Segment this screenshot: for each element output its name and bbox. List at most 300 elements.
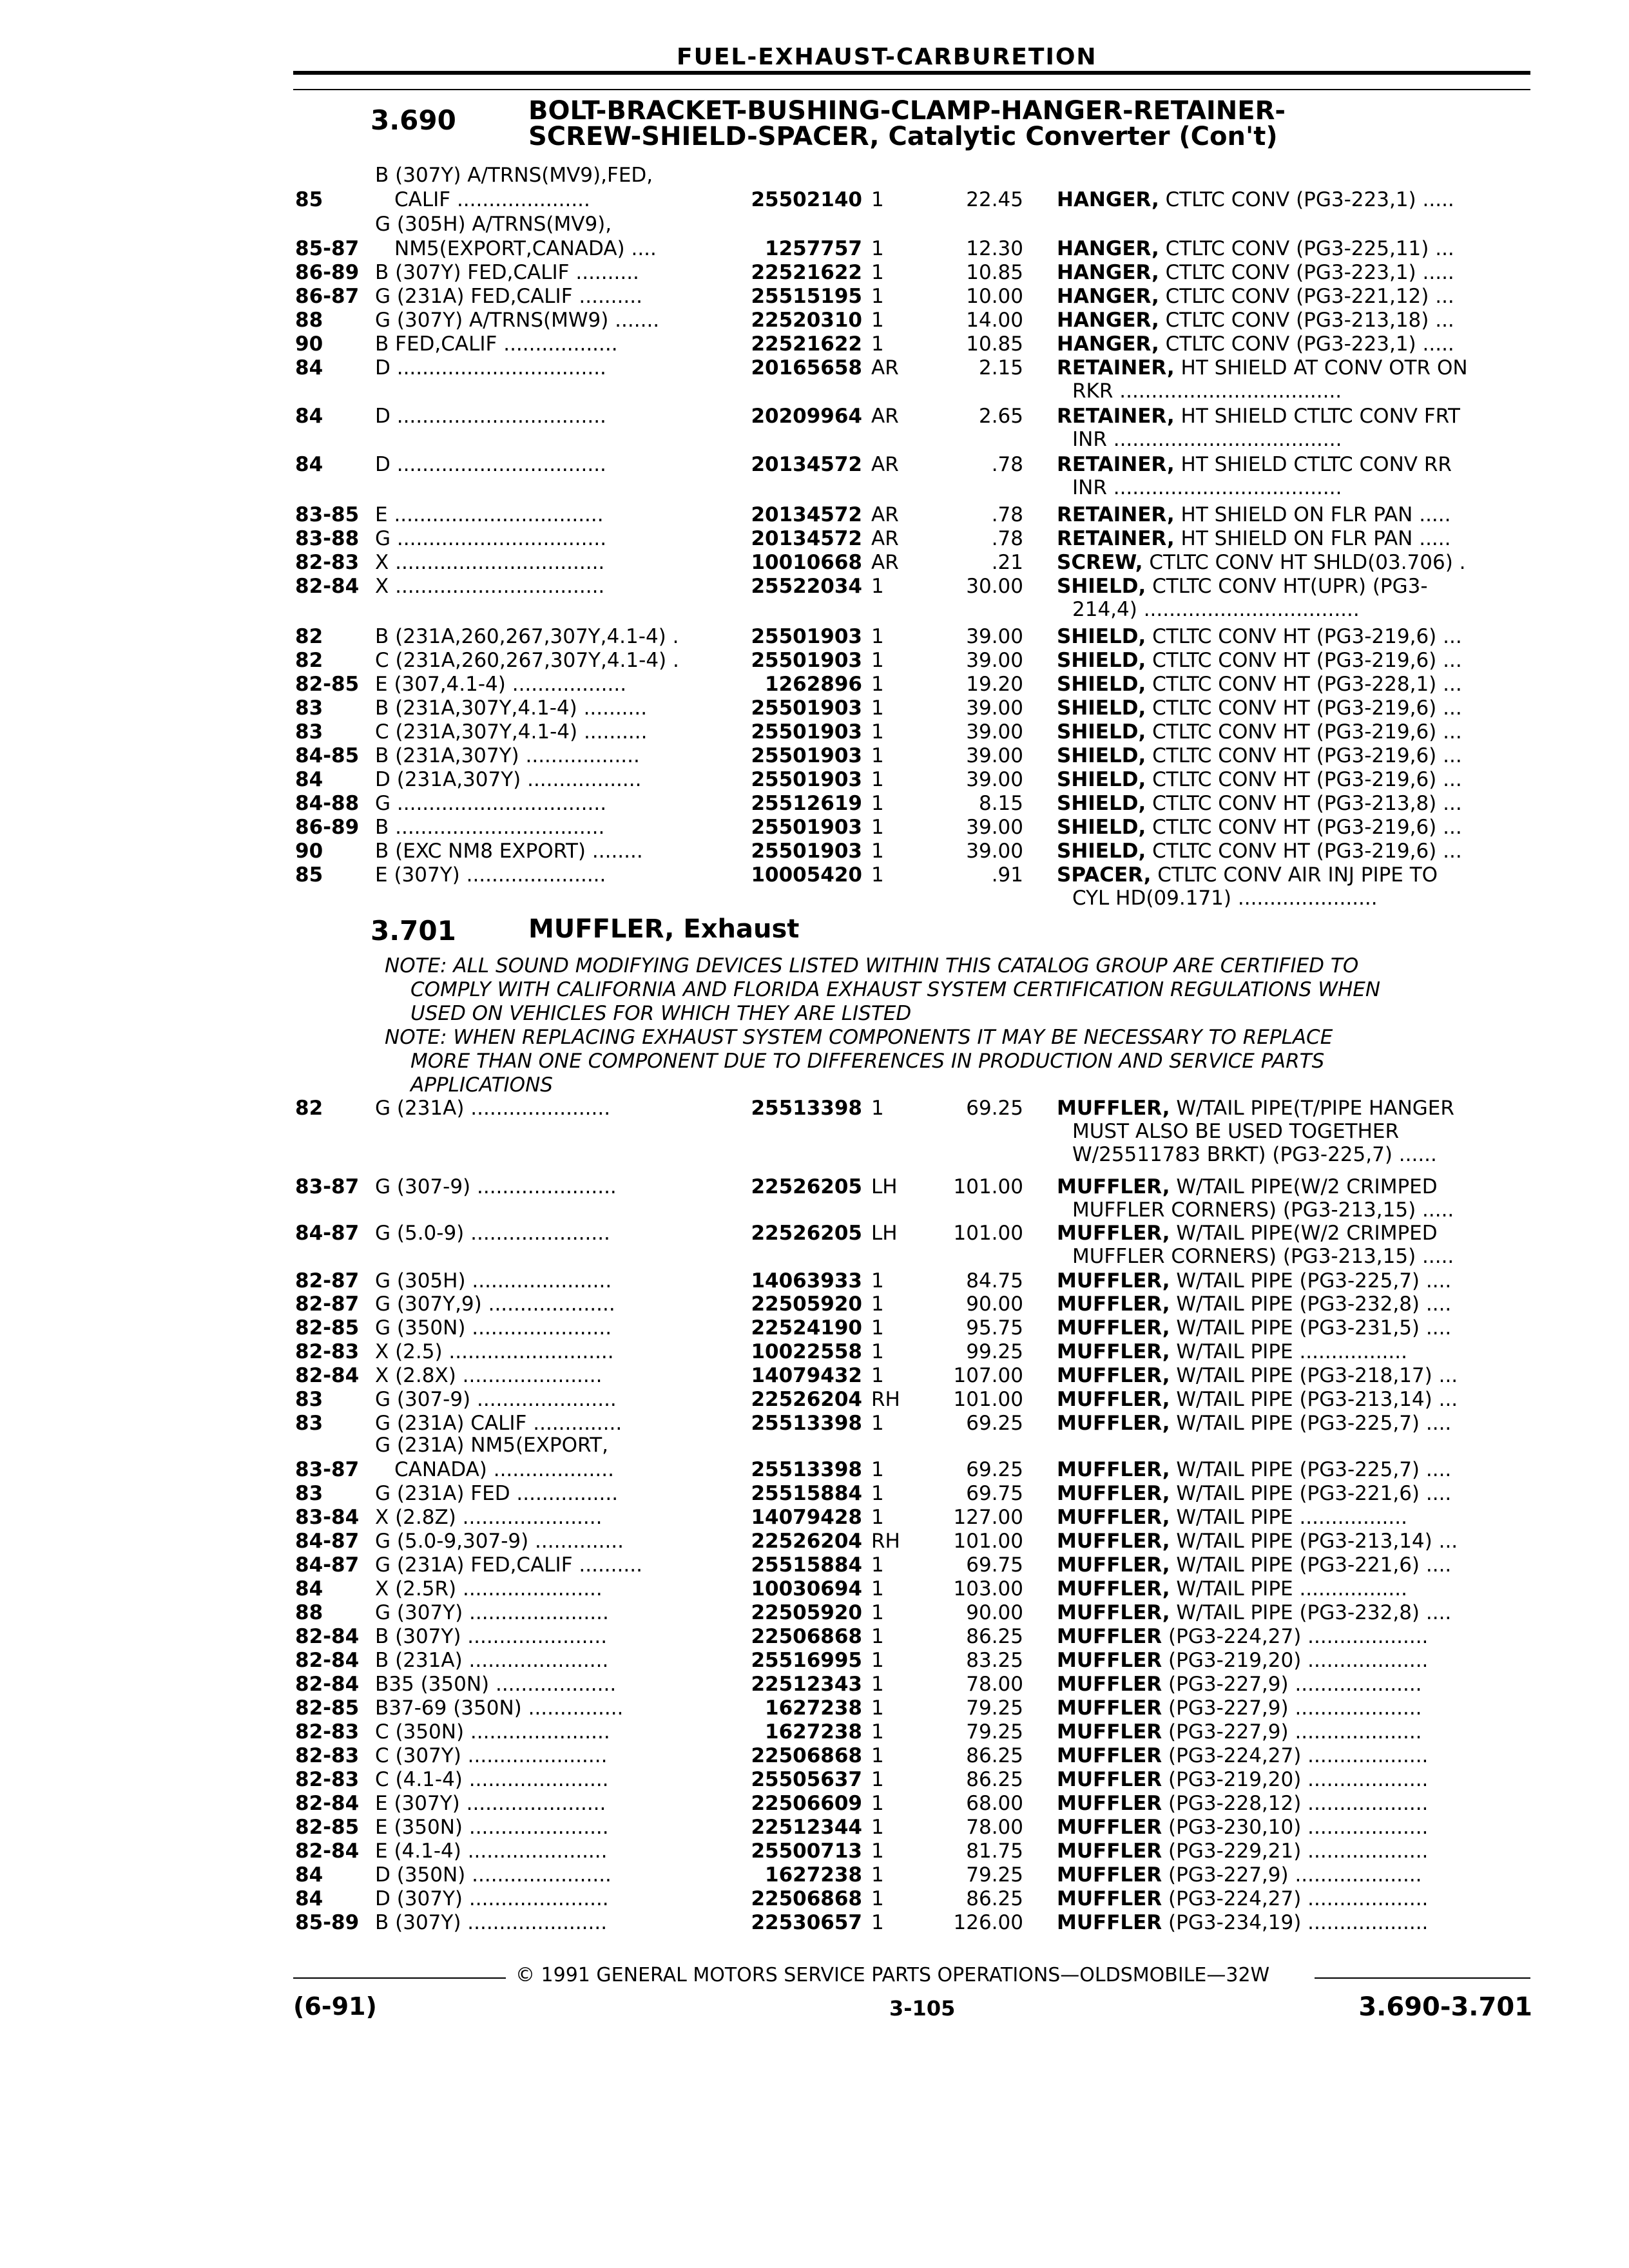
price: 10.85 <box>966 261 1023 284</box>
parts-row <box>0 527 1629 550</box>
part-name-keyword: MUFFLER <box>1057 1673 1162 1696</box>
part-name-detail: CTLTC CONV HT (PG3-219,6) ... <box>1146 768 1462 791</box>
part-name-detail: (PG3-219,20) ................... <box>1162 1649 1429 1672</box>
parts-row <box>0 285 1629 308</box>
model-years: 82-83 <box>295 1744 360 1767</box>
part-name-detail: (PG3-230,10) ................... <box>1162 1816 1429 1839</box>
model-years: 86-87 <box>295 285 360 308</box>
part-name-detail: (PG3-227,9) .................... <box>1162 1863 1422 1887</box>
part-number: 22506868 <box>746 1887 862 1910</box>
application-desc: G ................................. <box>375 792 607 815</box>
parts-row <box>0 1911 1629 1934</box>
price: 10.85 <box>966 332 1023 356</box>
application-desc: E (4.1-4) ...................... <box>375 1840 608 1863</box>
part-number: 22512343 <box>746 1673 862 1696</box>
model-years: 82-84 <box>295 1625 360 1648</box>
part-name-detail: CTLTC CONV HT (PG3-213,8) ... <box>1146 792 1462 815</box>
part-name-keyword: MUFFLER, <box>1057 1482 1170 1505</box>
part-name <box>1057 840 1524 863</box>
price: 19.20 <box>966 673 1023 696</box>
part-name <box>1057 1625 1524 1648</box>
part-name <box>1057 1269 1524 1293</box>
part-name-keyword: MUFFLER, <box>1057 1222 1170 1245</box>
application-desc: E (307Y) ...................... <box>375 863 606 887</box>
parts-row <box>0 1482 1629 1505</box>
application-desc: B (231A,307Y,4.1-4) .......... <box>375 697 648 720</box>
part-name <box>1057 1388 1524 1411</box>
parts-row <box>0 188 1629 211</box>
model-years: 82-87 <box>295 1269 360 1293</box>
part-number: 22506868 <box>746 1744 862 1767</box>
price: 2.65 <box>978 405 1023 428</box>
model-years: 84 <box>295 453 323 476</box>
price: 79.25 <box>966 1720 1023 1744</box>
part-name-keyword: MUFFLER, <box>1057 1293 1170 1316</box>
quantity: 1 <box>871 744 884 767</box>
parts-row <box>0 405 1629 428</box>
part-name <box>1057 1816 1524 1839</box>
parts-row-continuation <box>0 213 1629 236</box>
part-name-keyword: SHIELD, <box>1057 625 1146 648</box>
quantity: LH <box>871 1222 898 1245</box>
part-name-detail: CTLTC CONV (PG3-213,18) ... <box>1159 309 1454 332</box>
quantity: 1 <box>871 720 884 744</box>
part-name-detail: (PG3-229,21) ................... <box>1162 1840 1429 1863</box>
part-name-keyword: SHIELD, <box>1057 575 1146 598</box>
price: 69.25 <box>966 1412 1023 1435</box>
price: 86.25 <box>966 1625 1023 1648</box>
part-name-detail: CTLTC CONV HT (PG3-219,6) ... <box>1146 744 1462 767</box>
part-name-keyword: MUFFLER, <box>1057 1388 1170 1411</box>
application-desc: C (231A,307Y,4.1-4) .......... <box>375 720 648 744</box>
part-number: 1262896 <box>760 673 862 696</box>
parts-row <box>0 1316 1629 1340</box>
part-number: 20134572 <box>746 503 862 526</box>
part-name-keyword: MUFFLER <box>1057 1911 1162 1934</box>
price: 69.25 <box>966 1097 1023 1120</box>
model-years: 83 <box>295 1412 323 1435</box>
parts-row <box>0 1863 1629 1887</box>
parts-row-continuation <box>0 164 1629 187</box>
part-name-detail: CTLTC CONV (PG3-221,12) ... <box>1159 285 1454 308</box>
application-desc: NM5(EXPORT,CANADA) .... <box>394 237 657 260</box>
part-name-detail: W/TAIL PIPE(T/PIPE HANGER <box>1170 1097 1454 1120</box>
part-number: 25515195 <box>746 285 862 308</box>
part-name <box>1057 527 1524 550</box>
part-name-keyword: HANGER, <box>1057 332 1159 356</box>
model-years: 82-84 <box>295 1649 360 1672</box>
quantity: 1 <box>871 1506 884 1529</box>
model-years: 84 <box>295 356 323 380</box>
model-years: 85 <box>295 863 323 887</box>
price: 99.25 <box>966 1340 1023 1363</box>
parts-row <box>0 625 1629 648</box>
part-number: 25513398 <box>746 1458 862 1481</box>
part-name-detail: W/TAIL PIPE (PG3-221,6) .... <box>1170 1482 1452 1505</box>
parts-row <box>0 1364 1629 1387</box>
part-number: 25522034 <box>746 575 862 598</box>
price: 39.00 <box>966 697 1023 720</box>
part-number: 1627238 <box>760 1863 862 1887</box>
model-years: 83 <box>295 697 323 720</box>
part-name-detail: W/TAIL PIPE ................. <box>1170 1506 1407 1529</box>
model-years: 84 <box>295 1863 323 1887</box>
model-years: 84-87 <box>295 1530 360 1553</box>
part-name-detail: W/TAIL PIPE ................. <box>1170 1577 1407 1600</box>
application-desc: G (350N) ...................... <box>375 1316 612 1340</box>
part-name-detail: (PG3-224,27) ................... <box>1162 1625 1429 1648</box>
model-years: 82 <box>295 1097 323 1120</box>
parts-row-continuation <box>0 380 1629 403</box>
part-name <box>1057 1911 1524 1934</box>
part-name <box>1057 792 1524 815</box>
quantity: AR <box>871 527 899 550</box>
parts-row <box>0 309 1629 332</box>
part-name-keyword: SHIELD, <box>1057 697 1146 720</box>
application-desc: B (231A,307Y) .................. <box>375 744 640 767</box>
part-number: 22530657 <box>746 1911 862 1934</box>
header-rule <box>293 71 1530 75</box>
parts-row <box>0 503 1629 526</box>
note-line: MORE THAN ONE COMPONENT DUE TO DIFFERENCES IN PRODUCTION AND SERVICE PARTS <box>410 1050 1325 1073</box>
part-name-keyword: RETAINER, <box>1057 503 1175 526</box>
part-name-keyword: MUFFLER <box>1057 1625 1162 1648</box>
part-name-detail: CTLTC CONV HT (PG3-219,6) ... <box>1146 840 1462 863</box>
parts-row <box>0 792 1629 815</box>
part-number: 25500713 <box>746 1840 862 1863</box>
part-name-keyword: RETAINER, <box>1057 527 1175 550</box>
price: 127.00 <box>953 1506 1023 1529</box>
part-name-keyword: HANGER, <box>1057 237 1159 260</box>
part-number: 22526204 <box>746 1530 862 1553</box>
quantity: 1 <box>871 1816 884 1839</box>
part-number: 14063933 <box>746 1269 862 1293</box>
application-desc: E ................................. <box>375 503 604 526</box>
model-years: 82 <box>295 649 323 672</box>
note-line: COMPLY WITH CALIFORNIA AND FLORIDA EXHAUST SYSTEM CERTIFICATION REGULATIONS WHEN <box>410 978 1381 1001</box>
part-name-keyword: SHIELD, <box>1057 768 1146 791</box>
parts-row <box>0 1175 1629 1198</box>
copyright-text: © 1991 GENERAL MOTORS SERVICE PARTS OPERATIONS—OLDSMOBILE—32W <box>516 1964 1270 1986</box>
part-number: 20134572 <box>746 527 862 550</box>
model-years: 82-84 <box>295 1792 360 1815</box>
model-years: 82-85 <box>295 1816 360 1839</box>
application-desc: D ................................. <box>375 453 606 476</box>
part-name <box>1057 1887 1524 1910</box>
model-years: 82-87 <box>295 1293 360 1316</box>
part-name-continued: INR .................................... <box>1072 476 1342 499</box>
parts-row-continuation <box>0 1198 1629 1222</box>
part-name <box>1057 1863 1524 1887</box>
part-name-detail: W/TAIL PIPE (PG3-218,17) ... <box>1170 1364 1458 1387</box>
quantity: 1 <box>871 816 884 839</box>
part-name <box>1057 188 1524 211</box>
model-years: 84-85 <box>295 744 360 767</box>
application-desc: G (231A) ...................... <box>375 1097 611 1120</box>
part-name <box>1057 1792 1524 1815</box>
part-name-detail: (PG3-227,9) .................... <box>1162 1696 1422 1720</box>
application-desc: G (305H) ...................... <box>375 1269 612 1293</box>
part-name <box>1057 697 1524 720</box>
footer-date: (6-91) <box>293 1992 377 2021</box>
parts-row <box>0 1673 1629 1696</box>
parts-row <box>0 237 1629 260</box>
price: 101.00 <box>953 1530 1023 1553</box>
part-name <box>1057 1412 1524 1435</box>
parts-row <box>0 1768 1629 1791</box>
price: 69.75 <box>966 1482 1023 1505</box>
part-name <box>1057 1553 1524 1577</box>
model-years: 83 <box>295 720 323 744</box>
application-desc: B37-69 (350N) ............... <box>375 1696 624 1720</box>
quantity: 1 <box>871 1649 884 1672</box>
quantity: 1 <box>871 1577 884 1600</box>
application-desc: B35 (350N) ................... <box>375 1673 617 1696</box>
parts-row <box>0 1506 1629 1529</box>
parts-row <box>0 261 1629 284</box>
price: 68.00 <box>966 1792 1023 1815</box>
part-name <box>1057 816 1524 839</box>
price: 8.15 <box>978 792 1023 815</box>
part-number: 25501903 <box>746 744 862 767</box>
parts-row <box>0 840 1629 863</box>
application-desc: C (307Y) ...................... <box>375 1744 608 1767</box>
part-name-keyword: MUFFLER, <box>1057 1506 1170 1529</box>
part-number: 25515884 <box>746 1553 862 1577</box>
model-years: 84-88 <box>295 792 360 815</box>
note-line: APPLICATIONS <box>410 1073 553 1097</box>
model-years: 83-87 <box>295 1458 360 1481</box>
price: 39.00 <box>966 744 1023 767</box>
parts-row <box>0 1530 1629 1553</box>
parts-row-continuation <box>0 1120 1629 1143</box>
quantity: 1 <box>871 649 884 672</box>
quantity: 1 <box>871 1316 884 1340</box>
part-name-detail: (PG3-224,27) ................... <box>1162 1744 1429 1767</box>
parts-row <box>0 453 1629 476</box>
application-desc: X (2.5R) ...................... <box>375 1577 602 1600</box>
section-title: MUFFLER, Exhaust <box>528 914 800 944</box>
parts-row-continuation <box>0 1143 1629 1166</box>
part-name-keyword: MUFFLER, <box>1057 1412 1170 1435</box>
part-name <box>1057 1840 1524 1863</box>
price: 86.25 <box>966 1768 1023 1791</box>
model-years: 82-84 <box>295 1840 360 1863</box>
part-name <box>1057 261 1524 284</box>
part-name-keyword: MUFFLER, <box>1057 1340 1170 1363</box>
application-desc: E (307Y) ...................... <box>375 1792 606 1815</box>
quantity: 1 <box>871 1340 884 1363</box>
part-number: 10005420 <box>746 863 862 887</box>
price: .78 <box>991 503 1023 526</box>
part-name-keyword: MUFFLER <box>1057 1792 1162 1815</box>
parts-row <box>0 1649 1629 1672</box>
footer-rule-right <box>1315 1977 1530 1979</box>
application-desc: C (231A,260,267,307Y,4.1-4) . <box>375 649 679 672</box>
part-number: 25501903 <box>746 649 862 672</box>
quantity: 1 <box>871 237 884 260</box>
part-name <box>1057 625 1524 648</box>
application-desc-line1: G (305H) A/TRNS(MV9), <box>375 213 612 236</box>
part-name <box>1057 1720 1524 1744</box>
part-name-detail: (PG3-219,20) ................... <box>1162 1768 1429 1791</box>
part-name <box>1057 649 1524 672</box>
part-name <box>1057 720 1524 744</box>
price: 83.25 <box>966 1649 1023 1672</box>
part-name-detail: CTLTC CONV HT SHLD(03.706) . <box>1142 551 1466 574</box>
part-name <box>1057 1601 1524 1624</box>
part-number: 22506609 <box>746 1792 862 1815</box>
part-name-keyword: SCREW, <box>1057 551 1143 574</box>
application-desc: G (231A) FED,CALIF .......... <box>375 1553 642 1577</box>
part-name <box>1057 673 1524 696</box>
price: .78 <box>991 453 1023 476</box>
price: 14.00 <box>966 309 1023 332</box>
price: 101.00 <box>953 1222 1023 1245</box>
price: 39.00 <box>966 816 1023 839</box>
part-number: 22505920 <box>746 1601 862 1624</box>
part-name-continued: MUFFLER CORNERS) (PG3-213,15) ..... <box>1072 1245 1454 1268</box>
part-name-detail: CTLTC CONV (PG3-223,1) ..... <box>1159 332 1454 356</box>
part-name <box>1057 309 1524 332</box>
part-name-continued: MUST ALSO BE USED TOGETHER <box>1072 1120 1400 1143</box>
price: .21 <box>991 551 1023 574</box>
part-name <box>1057 405 1524 428</box>
model-years: 90 <box>295 332 323 356</box>
quantity: 1 <box>871 1673 884 1696</box>
model-years: 88 <box>295 1601 323 1624</box>
quantity: 1 <box>871 673 884 696</box>
price: 10.00 <box>966 285 1023 308</box>
parts-row <box>0 356 1629 380</box>
parts-row <box>0 551 1629 574</box>
application-desc: C (4.1-4) ...................... <box>375 1768 609 1791</box>
price: 79.25 <box>966 1863 1023 1887</box>
model-years: 83-85 <box>295 503 360 526</box>
part-name-detail: CTLTC CONV HT (PG3-219,6) ... <box>1146 720 1462 744</box>
part-number: 25502140 <box>746 188 862 211</box>
model-years: 82-85 <box>295 1316 360 1340</box>
quantity: 1 <box>871 1482 884 1505</box>
parts-row <box>0 697 1629 720</box>
part-name <box>1057 1506 1524 1529</box>
price: 12.30 <box>966 237 1023 260</box>
part-name-detail: HT SHIELD AT CONV OTR ON <box>1174 356 1468 380</box>
part-name-keyword: SHIELD, <box>1057 816 1146 839</box>
part-name <box>1057 1768 1524 1791</box>
quantity: 1 <box>871 1720 884 1744</box>
parts-row-continuation <box>0 1434 1629 1457</box>
application-desc: CALIF ..................... <box>394 188 590 211</box>
part-name-detail: CTLTC CONV HT(UPR) (PG3- <box>1146 575 1428 598</box>
part-name-keyword: SHIELD, <box>1057 792 1146 815</box>
part-name <box>1057 237 1524 260</box>
part-name-continued: CYL HD(09.171) ...................... <box>1072 887 1378 910</box>
part-name-keyword: MUFFLER, <box>1057 1458 1170 1481</box>
part-name-keyword: MUFFLER, <box>1057 1601 1170 1624</box>
application-desc-line1: G (231A) NM5(EXPORT, <box>375 1434 609 1457</box>
part-name-keyword: MUFFLER <box>1057 1720 1162 1744</box>
parts-row <box>0 575 1629 598</box>
model-years: 84 <box>295 1887 323 1910</box>
part-number: 22505920 <box>746 1293 862 1316</box>
part-number: 25505637 <box>746 1768 862 1791</box>
model-years: 82-83 <box>295 1720 360 1744</box>
part-number: 22526205 <box>746 1222 862 1245</box>
parts-row <box>0 1696 1629 1720</box>
part-name-detail: CTLTC CONV (PG3-225,11) ... <box>1159 237 1454 260</box>
part-name-keyword: MUFFLER <box>1057 1816 1162 1839</box>
price: 30.00 <box>966 575 1023 598</box>
part-name-detail: CTLTC CONV HT (PG3-219,6) ... <box>1146 697 1462 720</box>
model-years: 83 <box>295 1482 323 1505</box>
application-desc: G (231A) FED,CALIF .......... <box>375 285 642 308</box>
application-desc: B (EXC NM8 EXPORT) ........ <box>375 840 643 863</box>
part-name <box>1057 744 1524 767</box>
part-name-detail: CTLTC CONV (PG3-223,1) ..... <box>1159 261 1454 284</box>
part-name-detail: W/TAIL PIPE (PG3-225,7) .... <box>1170 1269 1452 1293</box>
part-name-detail: (PG3-227,9) .................... <box>1162 1673 1422 1696</box>
application-desc: G (307Y) ...................... <box>375 1601 609 1624</box>
price: 126.00 <box>953 1911 1023 1934</box>
part-number: 22506868 <box>746 1625 862 1648</box>
application-desc: G (231A) FED ................ <box>375 1482 619 1505</box>
price: 79.25 <box>966 1696 1023 1720</box>
part-name-keyword: SHIELD, <box>1057 744 1146 767</box>
part-number: 25512619 <box>746 792 862 815</box>
part-name-keyword: MUFFLER, <box>1057 1530 1170 1553</box>
footer-page-number: 3-105 <box>889 1996 956 2021</box>
part-name-continued: W/25511783 BRKT) (PG3-225,7) ...... <box>1072 1143 1437 1166</box>
quantity: 1 <box>871 863 884 887</box>
part-number: 10010668 <box>746 551 862 574</box>
parts-row-continuation <box>0 887 1629 910</box>
application-desc: C (350N) ...................... <box>375 1720 610 1744</box>
application-desc: G (231A) CALIF .............. <box>375 1412 622 1435</box>
part-number: 20209964 <box>746 405 862 428</box>
part-number: 22521622 <box>746 261 862 284</box>
part-number: 25501903 <box>746 816 862 839</box>
quantity: 1 <box>871 1458 884 1481</box>
quantity: 1 <box>871 1863 884 1887</box>
parts-row <box>0 720 1629 744</box>
application-desc: G (307Y) A/TRNS(MW9) ....... <box>375 309 660 332</box>
quantity: 1 <box>871 1364 884 1387</box>
application-desc: X ................................. <box>375 551 605 574</box>
quantity: 1 <box>871 697 884 720</box>
price: 86.25 <box>966 1887 1023 1910</box>
quantity: LH <box>871 1175 898 1198</box>
part-name <box>1057 1696 1524 1720</box>
application-desc: D (231A,307Y) .................. <box>375 768 642 791</box>
price: 39.00 <box>966 720 1023 744</box>
application-desc: E (350N) ...................... <box>375 1816 609 1839</box>
application-desc-line1: B (307Y) A/TRNS(MV9),FED, <box>375 164 653 187</box>
parts-row <box>0 1887 1629 1910</box>
part-name-keyword: SHIELD, <box>1057 649 1146 672</box>
application-desc: B (307Y) FED,CALIF .......... <box>375 261 639 284</box>
part-number: 20134572 <box>746 453 862 476</box>
application-desc: G ................................. <box>375 527 607 550</box>
price: 22.45 <box>966 188 1023 211</box>
application-desc: CANADA) ................... <box>394 1458 614 1481</box>
price: 101.00 <box>953 1388 1023 1411</box>
model-years: 82-83 <box>295 551 360 574</box>
part-name-keyword: MUFFLER, <box>1057 1175 1170 1198</box>
part-name-keyword: HANGER, <box>1057 188 1159 211</box>
model-years: 82-83 <box>295 1768 360 1791</box>
part-name <box>1057 1316 1524 1340</box>
